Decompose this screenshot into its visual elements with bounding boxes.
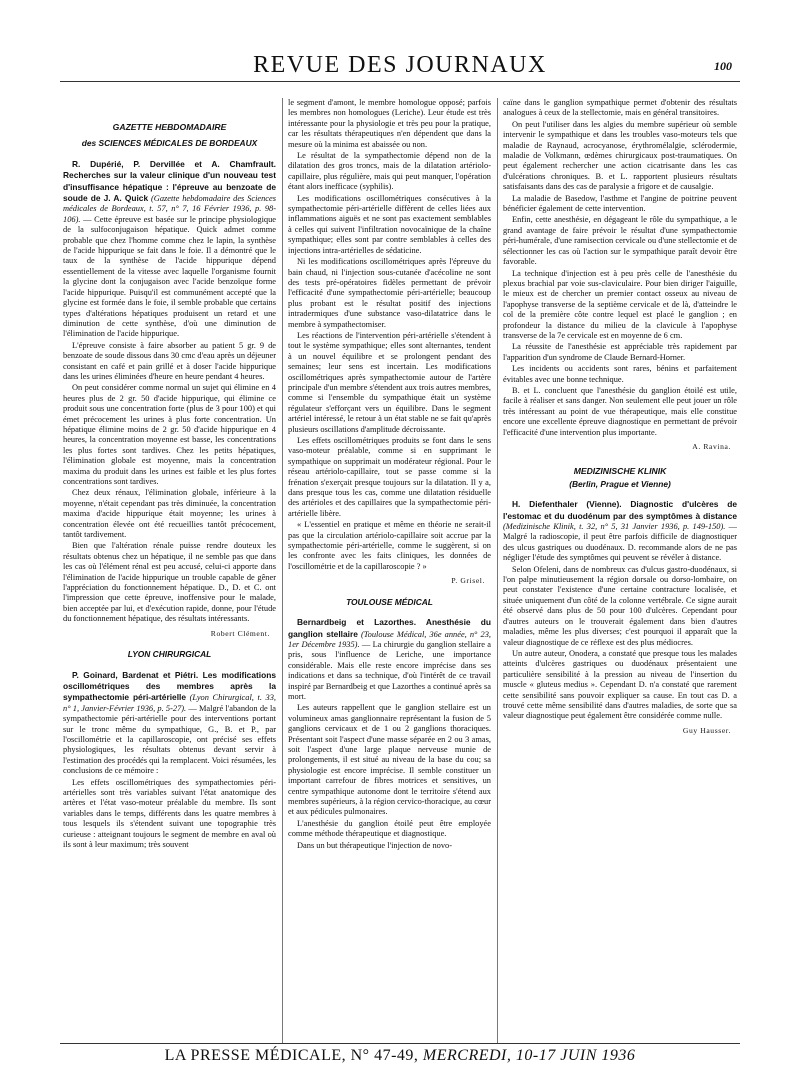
article-abstract: [63, 159, 276, 340]
article-abstract: [288, 617, 491, 702]
paragraph: L'épreuve consiste à faire absorber au patient 5 gr. 9 de benzoate de soude dissous dans 30 cmc d'eau après un déjeuner consistant en café et pain grillé et à doser l'acide hippurique dans les urines éliminées d'heure en heure pendant 4 heures.: [63, 340, 276, 381]
author-signature: Robert Clément.: [210, 628, 270, 638]
paragraph: L'anesthésie du ganglion étoilé peut être employée comme méthode thérapeutique et diagnostique.: [288, 818, 491, 839]
article-title: P. Goinard, Bardenat et Piétri. Les modifications oscillométriques des membres après la sympathectomie péri-artérielle: [63, 669, 276, 703]
paragraph: Dans un but thérapeutique l'injection de novo-: [297, 840, 453, 850]
paragraph: Les modifications oscillométriques consécutives à la sympathectomie péri-artérielle diffèrent de celles liées aux inflammations aiguës et ne sont pas exactement semblables à celles qui suivent l'infiltration novocaïnique de la chaîne sympathique; elles sont par contre semblables à celles des injections intra-artérielles de sédaticine.: [288, 193, 491, 255]
footer-text: [60, 1047, 740, 1065]
quotation: « L'essentiel en pratique et même en théorie ne serait-il pas que la circulation artériolo-capillaire soit accrue par la sympathectomie péri-artérielle, comme le suggèrent, si on les confronte avec les faits cliniques, les données de l'oscillométrie et de la capillaroscopie ? »: [288, 520, 491, 571]
paragraph: Les effets oscillométriques produits se font dans le sens vaso-moteur préalable, comme si en supprimant le sympathique on supprimait un modérateur régional. Pour le réseau artériolo-capillaire, tout se passe comme si la frénation s'exerçait presque toujours sur la dilatation. Il y a, dans presque tous les cas, comme une dilatation résiduelle des artérioles et des capillaires que la sympathectomie péri-artérielle libère.: [288, 436, 491, 518]
paragraph: — Cette épreuve est basée sur le principe physiologique de la sulfoconjugaison hépatique. Quick admet comme probable que chez l'homme comme chez le lapin, la synthèse de l'acide hippurique se fait dans le foie. Il a démontré que le taux de la synthèse de l'acide hippurique dépend essentiellement de la vitesse avec laquelle l'organisme fournit la glycine dont la conjugaison avec l'acide benzoïque forme l'acide hippurique. Puisqu'il est communément accepté que la glycine est formée dans le foie, il semble probable que certains types d'altérations hépatiques produisent un retard et une diminution de cette synthèse, d'où une diminution de l'élimination de l'acide hippurique.: [63, 214, 276, 339]
article-reference: (Gazette hebdomadaire des Sciences médicales de Bordeaux, t. 57, n° 7, 16 Février 1936, p. 98-106).: [63, 194, 276, 224]
page-footer: [60, 1043, 740, 1069]
paragraph: On peut l'utiliser dans les algies du membre supérieur où semble intervenir le sympathique et dans les troubles vaso-moteurs tels que maladie de Raynaud, acrocyanose, érythromélalgie, sclérodermie, maladie de Volkmann, œdèmes chirurgicaux post-traumatiques. On peut également rechercher une action cicatrisante dans les cas d'ulcérations chroniques. B. et L. rapportent plusieurs résultats satisfaisants dans des cas de paralysie a frigore et de causalgie.: [503, 119, 737, 192]
page-header: [60, 52, 740, 82]
issue-date: MERCREDI, 10-17 JUIN 1936: [422, 1047, 636, 1064]
article-reference: (Lyon Chirurgical, t. 33, n° 1, Janvier-Février 1936, p. 5-27).: [63, 693, 276, 713]
article-abstract: [503, 499, 737, 563]
column-1: [63, 98, 276, 1043]
paragraph: Le résultat de la sympathectomie dépend non de la dilatation des gros troncs, mais de la dilatation artériolo-capillaire, plus régulière, mais qui peut manquer, l'opération étant alors inefficace (syphilis).: [288, 151, 491, 192]
paragraph: La technique d'injection est à peu près celle de l'anesthésie du plexus brachial par voie sus-claviculaire. Pour bien diriger l'aiguille, le mieux est de chercher un premier contact osseux au niveau de l'apophyse transverse de la septième cervicale et de là, d'atteindre le col de la première côte contre lequel est placé le ganglion ; en profondeur la distance du milieu de la clavicule à l'apophyse transverse de la 7e cervicale est en moyenne de 6 cm.: [503, 268, 737, 340]
column-2: [288, 98, 491, 1043]
paragraph: Un autre auteur, Onodera, a constaté que presque tous les malades atteints d'ulcères gastriques ou duodénaux présentaient une particulière sensibilité à la pression au niveau de l'insertion du muscle « gluteus medius ». Cependant D. n'a constaté que rarement cette sensibilité sans pouvoir expliquer sa cause. En tout cas D. a trouvé cette même sensibilité dans d'autres maladies, de sorte que sa valeur diagnostique peut également être considérée comme nulle.: [503, 648, 737, 721]
section-subheading: (Berlin, Prague et Vienne): [569, 478, 671, 489]
section-heading: GAZETTE HEBDOMADAIRE: [112, 122, 227, 132]
column-3: [503, 98, 737, 1043]
paragraph: Chez deux rénaux, l'élimination globale, inférieure à la moyenne, n'était cependant pas très diminuée, la concentration maxima d'acide hippurique était moyenne; les urines à concentration élevée ont été recueillies tantôt précocement, tantôt tardivement.: [63, 488, 276, 540]
paragraph: Selon Ofeleni, dans de nombreux cas d'ulcus gastro-duodénaux, si l'on palpe minutieusement la région dorsale ou dorso-lombaire, on peut constater l'existence d'une certaine contracture localisée, et située uniquement d'un côté de la colonne vertébrale. Ce signe aurait été observé dans plus de 50 pour 100 d'ulcères. Cependant pour d'autres auteurs on le trouverait également dans bien d'autres maladies, même les plus diverses; c'est pourquoi il apparaît que la valeur diagnostique de ce réflexe est des plus médiocres.: [503, 564, 737, 647]
article-title: H. Diefenthaler (Vienne). Diagnostic d'ulcères de l'estomac et du duodénum par des symptômes à distance: [503, 499, 737, 521]
section-subheading: des SCIENCES MÉDICALES DE BORDEAUX: [81, 138, 258, 149]
paragraph: Les effets oscillométriques des sympathectomies péri-artérielles sont très variables suivant l'état anatomique des artères et l'état vaso-moteur préalable du membre. Ils sont variables dans le temps, différents dans les quatre membres à tous lesquels ils s'étendent suivant une topographie très curieuse : atteignant toujours le segment de membre en aval où ils sont à leur maximum; très souvent: [63, 777, 276, 849]
paragraph: Ni les modifications oscillométriques après l'épreuve du bain chaud, ni l'injection sous-cutanée d'acécoline ne sont des tests pré-opératoires fidèles permettant de prévoir l'efficacité d'une sympathectomie péri-artérielle; beaucoup plus probant est le résultat positif des injections intradermiques d'une substance vaso-dilatatrice dans le membre à sympathectomiser.: [288, 257, 491, 329]
paragraph: caïne dans le ganglion sympathique permet d'obtenir des résultats analogues à ceux de la stellectomie, mais en général transitoires.: [503, 98, 737, 118]
article-reference: (Medizinische Klinik, t. 32, n° 5, 31 Janvier 1936, p. 149-150).: [503, 522, 726, 532]
section-heading: TOULOUSE MÉDICAL: [346, 596, 433, 607]
paragraph: Les réactions de l'intervention péri-artérielle s'étendent à tout le système sympathique; elles sont alternantes, tendent à un nouvel équilibre et se prolongent pendant des semaines; leur sens est incertain. Les modifications oscillométriques après sympathectomie autour de l'artère principale d'un membre s'étendent aux trois autres membres, comme si l'ensemble du sympathique était un système régulateur s'efforçant vers un équilibre. Dans le segment artériel intéressé, le retour à un état stable ne se fait qu'après plusieurs oscillations d'amplitude décroissante.: [288, 330, 491, 434]
issue-number: N° 47-49,: [350, 1047, 419, 1064]
column-rule: [497, 98, 498, 1043]
paragraph: Les auteurs rappellent que le ganglion stellaire est un volumineux amas ganglionnaire représentant la fusion de 5 ganglions cervicaux et de 1 ou 2 ganglions thoraciques. Présentant soit l'aspect d'une masse séparée en 2 ou 3 amas, soit l'aspect d'une large plaque nerveuse munie de prolongements, il est situé au niveau de la base du cou; sa physiologie est encore imprécise. Il semble constituer un important carrefour de fibres motrices et sensitives, un centre sympathique autonome dont le territoire s'étend aux membres supérieurs, à la région cervico-thoracique, au cœur et aux pédicules pulmonaires.: [288, 703, 491, 817]
article-reference: (Toulouse Médical, 36e année, n° 23, 1er Décembre 1935).: [288, 629, 491, 649]
article-title: R. Dupérié, P. Dervillée et A. Chamfrault. Recherches sur la valeur clinique d'un nouveau test d'insuffisance hépatique : l'épreuve au benzoate de soude de J. A. Quick: [63, 158, 276, 204]
author-signature: Guy Hausser.: [682, 725, 731, 735]
journal-name: LA PRESSE MÉDICALE,: [164, 1047, 347, 1064]
author-signature: A. Ravina.: [692, 442, 731, 451]
article-title: Bernardbeig et Lazorthes. Anesthésie du ganglion stellaire: [288, 617, 491, 639]
paragraph: Enfin, cette anesthésie, en dégageant le rôle du sympathique, a le grand avantage de faire prévoir le résultat d'une sympathectomie péri-humérale, d'une ramisection cervicale ou d'une stellectomie et de sélectionner les cas où l'action sur le sympathique paraît devoir être favorable.: [503, 215, 737, 267]
paragraph: — La chirurgie du ganglion stellaire a pris, sous l'influence de Leriche, une importance considérable. Mais elle reste encore imprécise dans ses indications et dans sa technique, d'où l'intérêt de ce travail inspiré par Bernardbeig et que Lazorthes a continué après sa mort.: [288, 639, 491, 701]
author-signature: P. Grisel.: [451, 576, 485, 586]
article-abstract: [63, 670, 276, 777]
page-title: REVUE DES JOURNAUX: [253, 52, 547, 78]
paragraph: le segment d'amont, le membre homologue opposé; parfois les membres non homologues (Leriche). Leur étude est très intéressante pour la physiologie et très peu pour la pratique, car les résultats thérapeutiques n'en dépendent que dans la mesure où la minima est abaissée ou non.: [288, 98, 491, 149]
column-rule: [282, 98, 283, 1043]
paragraph: Bien que l'altération rénale puisse rendre douteux les résultats obtenus chez un hépatique, il ne semble pas que dans les cas où l'élément rénal est peu accusé, celui-ci apporte dans l'élimination de l'acide hippurique un trouble capable de gêner l'appréciation du fonctionnement hépatique. D., D. et C. ont l'impression que cette épreuve, inoffensive pour le malade, bien acceptée par lui, et d'exécution rapide, donne, pour l'étude du fonctionnement hépatique, des résultats intéressants.: [63, 541, 276, 624]
section-heading: LYON CHIRURGICAL: [127, 649, 212, 660]
paragraph: La réussite de l'anesthésie est appréciable très rapidement par l'apparition d'un syndrome de Claude Bernard-Horner.: [503, 342, 737, 362]
paragraph: B. et L. concluent que l'anesthésie du ganglion étoilé est utile, facile à réaliser et sans danger. Non seulement elle peut jouer un rôle très intéressant au point de vue thérapeutique, mais elle constitue encore une excellente épreuve diagnostique en permettant de prévoir l'efficacité d'une intervention plus importante.: [503, 385, 737, 437]
section-heading: MEDIZINISCHE KLINIK: [573, 466, 667, 477]
paragraph: On peut considérer comme normal un sujet qui élimine en 4 heures plus de 2 gr. 50 d'acide hippurique, qui élimine ce produit sous une concentration forte (plus de 3 pour 100) et qui émet précocement les urines à plus forte concentration. Un hépatique élimine moins de 2 gr. 50 d'acide hippurique en 4 heures, la concentration moyenne est basse, les concentrations les plus fortes sont tardives. Chez les petits hépatiques, l'élimination globale est moyenne, mais la concentration maxima du produit dans les urines est faible et les plus fortes concentrations sont tardives.: [63, 383, 276, 486]
paragraph: — Malgré la radioscopie, il peut être parfois difficile de diagnostiquer des ulcus gastriques ou duodénaux. D. recommande alors de ne pas négliger l'étude des symptômes qui peuvent se révéler à distance.: [503, 522, 737, 563]
paragraph: — Malgré l'abandon de la sympathectomie péri-artérielle pour des interventions portant sur le tronc même du sympathique, G., B. et P., par l'oscillométrie et la capillaroscopie, ont précisé ses effets physiologiques, les résultats obtenus devant servir à l'estimation des procédés qui la remplacent. Voici résumées, les conclusions de ce mémoire :: [63, 703, 276, 776]
page-number: 100: [714, 59, 732, 73]
paragraph: La maladie de Basedow, l'asthme et l'angine de poitrine peuvent bénéficier également de cette intervention.: [503, 193, 737, 214]
paragraph: Les incidents ou accidents sont rares, bénins et parfaitement évitables avec une bonne technique.: [503, 364, 737, 384]
